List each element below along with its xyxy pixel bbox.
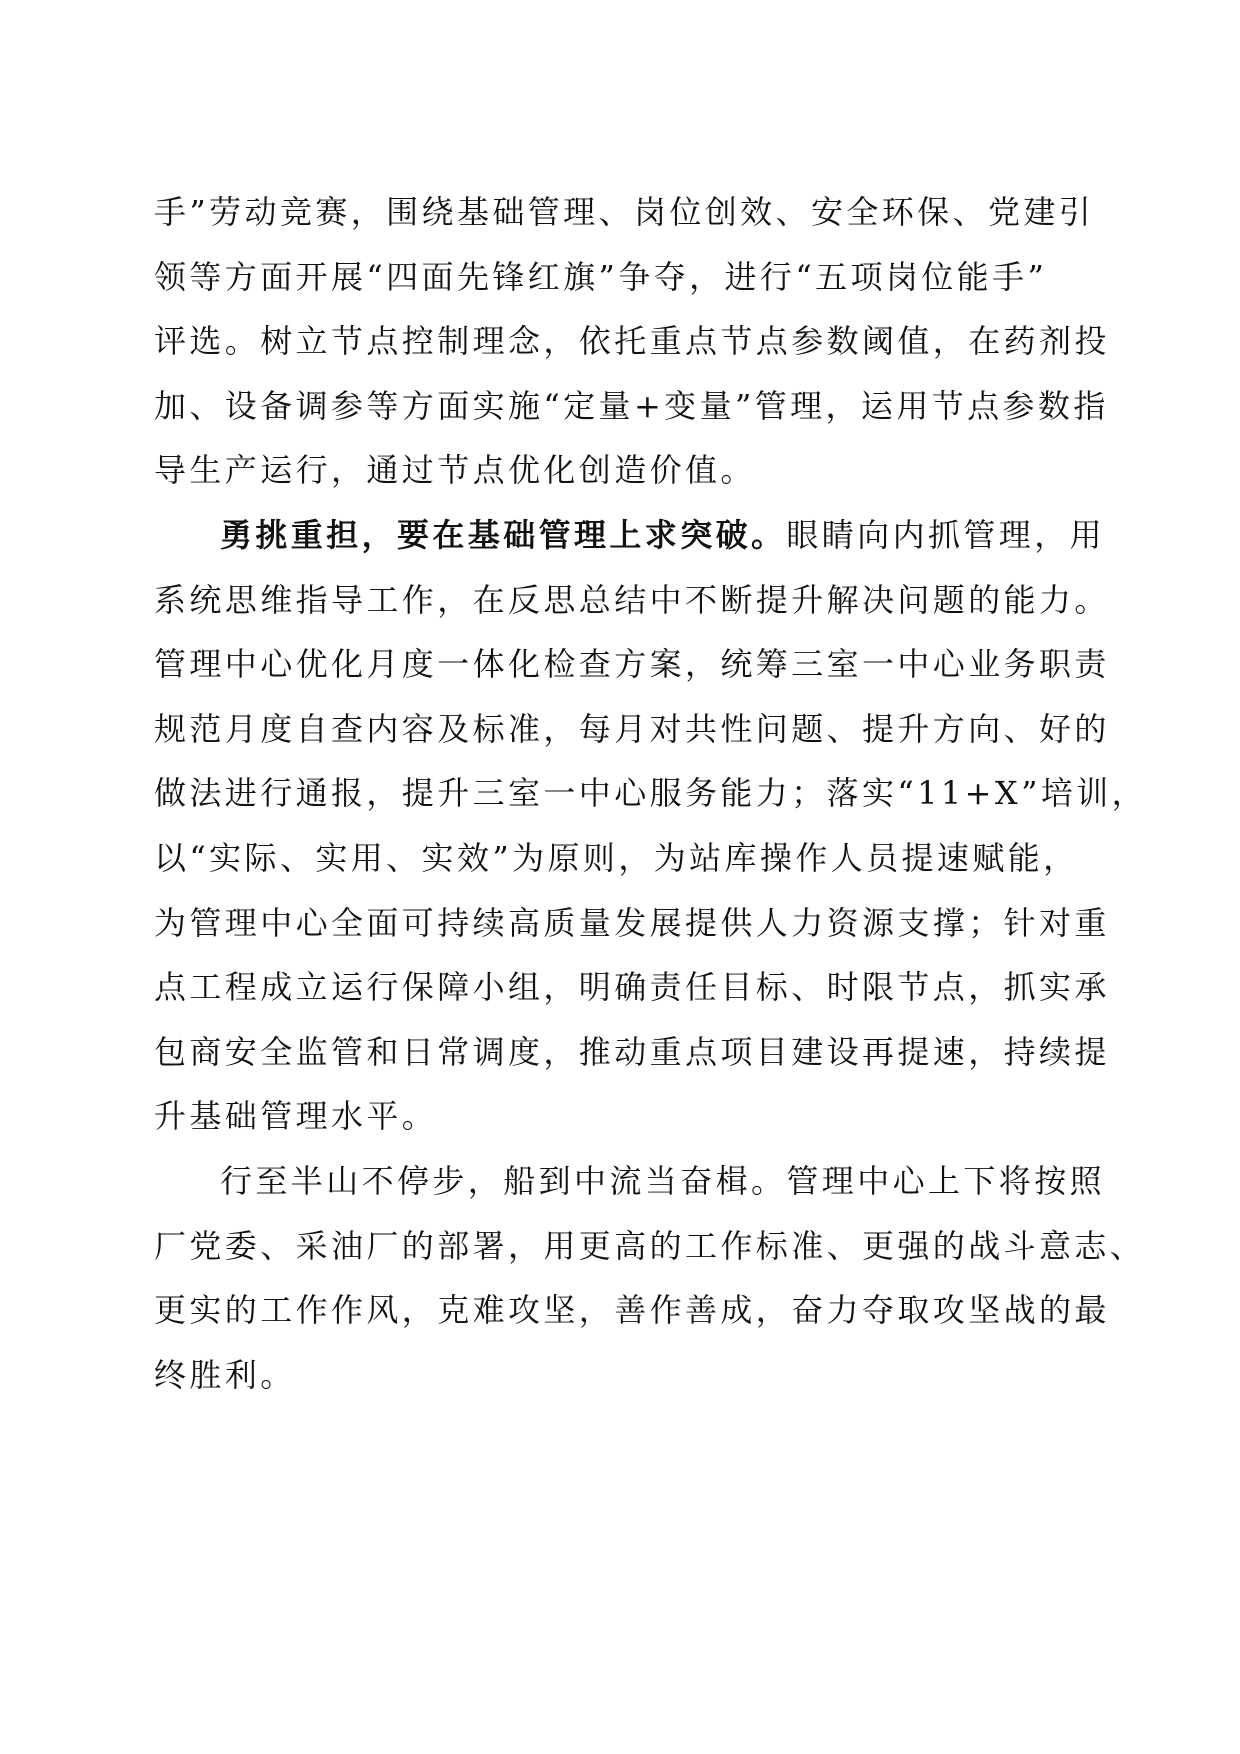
text-line: 评选。树立节点控制理念，依托重点节点参数阈值，在药剂投: [154, 322, 1110, 361]
text-line: 点工程成立运行保障小组，明确责任目标、时限节点，抓实承: [154, 968, 1110, 1007]
text-line: 做法进行通报，提升三室一中心服务能力；落实“11+X”培训，: [154, 774, 1148, 813]
bold-lead-sentence: 勇挑重担，要在基础管理上求突破。: [220, 515, 787, 554]
text-line: 领等方面开展“四面先锋红旗”争夺，进行“五项岗位能手”: [154, 257, 1048, 296]
paragraph-first-line: [154, 503, 1106, 568]
text-line: 以“实际、实用、实效”为原则，为站库操作人员提速赋能，: [154, 838, 1079, 877]
document-body: [154, 180, 1148, 1407]
text-line: 管理中心优化月度一体化检查方案，统筹三室一中心业务职责: [154, 645, 1110, 684]
text-line: 包商安全监管和日常调度，推动重点项目建设再提速，持续提: [154, 1032, 1110, 1071]
text-line: 规范月度自查内容及标准，每月对共性问题、提升方向、好的: [154, 709, 1110, 748]
text-line: 更实的工作作风，克难攻坚，善作善成，奋力夺取攻坚战的最: [154, 1291, 1110, 1330]
text-line: 为管理中心全面可持续高质量发展提供人力资源支撑；针对重: [154, 903, 1110, 942]
paragraph-conclusion: [154, 1149, 1146, 1407]
text-line: 系统思维指导工作，在反思总结中不断提升解决问题的能力。: [154, 580, 1110, 619]
paragraph-competition: [154, 180, 1110, 503]
text-line: 终胜利。: [154, 1355, 296, 1394]
lead-continuation: 眼睛向内抓管理，用: [786, 515, 1106, 554]
text-line: 升基础管理水平。: [154, 1097, 438, 1136]
paragraph-basic-management: [154, 503, 1148, 1149]
text-line: 导生产运行，通过节点优化创造价值。: [154, 451, 756, 490]
text-line: 加、设备调参等方面实施“定量+变量”管理，运用节点参数指: [154, 386, 1109, 425]
paragraph-first-line: 行至半山不停步，船到中流当奋楫。管理中心上下将按照: [220, 1161, 1106, 1200]
text-line: 厂党委、采油厂的部署，用更高的工作标准、更强的战斗意志、: [154, 1226, 1146, 1265]
text-line: 手”劳动竞赛，围绕基础管理、岗位创效、安全环保、党建引: [154, 193, 1095, 231]
